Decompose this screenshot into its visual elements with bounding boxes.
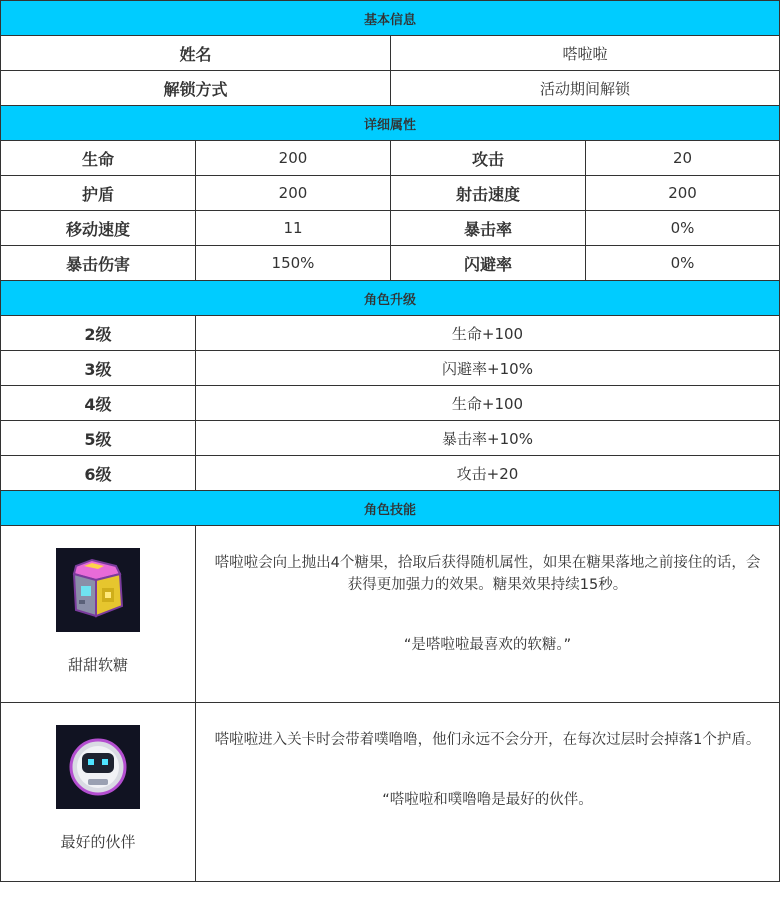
- attribute-row: [1, 246, 780, 281]
- attribute-label: 暴击伤害: [1, 246, 196, 281]
- skill-identity: [1, 703, 196, 882]
- section-header-skills: 角色技能: [1, 491, 780, 526]
- upgrade-level: 6级: [1, 456, 196, 491]
- attribute-row: [1, 141, 780, 176]
- attribute-value: 200: [196, 176, 391, 211]
- skill-description: 嗒啦啦进入关卡时会带着噗噜噜，他们永远不会分开，在每次过层时会掉落1个护盾。: [214, 732, 761, 748]
- skill-quote: “嗒啦啦和噗噜噜是最好的伙伴。: [382, 792, 593, 808]
- section-header-attributes: 详细属性: [1, 106, 780, 141]
- upgrade-row: [1, 456, 780, 491]
- attribute-label: 生命: [1, 141, 196, 176]
- attribute-value: 11: [196, 211, 391, 246]
- attribute-value: 20: [586, 141, 780, 176]
- upgrade-level: 5级: [1, 421, 196, 456]
- candy-box-icon: [56, 548, 140, 632]
- attribute-row: [1, 211, 780, 246]
- skill-name: 甜甜软糖: [67, 656, 128, 674]
- skill-row: [1, 526, 780, 703]
- attribute-label: 暴击率: [391, 211, 586, 246]
- unlock-label: 解锁方式: [1, 71, 391, 106]
- attribute-value: 200: [586, 176, 780, 211]
- upgrade-level: 2级: [1, 316, 196, 351]
- attribute-value: 0%: [586, 211, 780, 246]
- upgrade-row: [1, 421, 780, 456]
- unlock-value: 活动期间解锁: [391, 71, 780, 106]
- upgrade-level: 4级: [1, 386, 196, 421]
- upgrade-level: 3级: [1, 351, 196, 386]
- name-value: 嗒啦啦: [391, 36, 780, 71]
- upgrade-row: [1, 351, 780, 386]
- skill-row: [1, 703, 780, 882]
- skill-description: 嗒啦啦会向上抛出4个糖果，拾取后获得随机属性，如果在糖果落地之前接住的话，会获得更加强力的效果。糖果效果持续15秒。: [214, 555, 761, 593]
- skill-name: 最好的伙伴: [60, 833, 136, 851]
- skill-description-cell: [196, 703, 780, 882]
- upgrade-effect: 生命+100: [196, 316, 780, 351]
- attribute-value: 200: [196, 141, 391, 176]
- upgrade-row: [1, 316, 780, 351]
- attribute-label: 护盾: [1, 176, 196, 211]
- attribute-label: 闪避率: [391, 246, 586, 281]
- section-header-upgrade: 角色升级: [1, 281, 780, 316]
- attribute-label: 攻击: [391, 141, 586, 176]
- skill-quote: “是嗒啦啦最喜欢的软糖。”: [403, 637, 572, 653]
- name-label: 姓名: [1, 36, 391, 71]
- upgrade-effect: 暴击率+10%: [196, 421, 780, 456]
- skill-description-cell: [196, 526, 780, 703]
- upgrade-effect: 攻击+20: [196, 456, 780, 491]
- attribute-label: 移动速度: [1, 211, 196, 246]
- attribute-value: 0%: [586, 246, 780, 281]
- skill-identity: [1, 526, 196, 703]
- upgrade-effect: 生命+100: [196, 386, 780, 421]
- section-header-basic: 基本信息: [1, 1, 780, 36]
- attribute-value: 150%: [196, 246, 391, 281]
- attribute-row: [1, 176, 780, 211]
- upgrade-effect: 闪避率+10%: [196, 351, 780, 386]
- upgrade-row: [1, 386, 780, 421]
- robot-companion-icon: [56, 725, 140, 809]
- attribute-label: 射击速度: [391, 176, 586, 211]
